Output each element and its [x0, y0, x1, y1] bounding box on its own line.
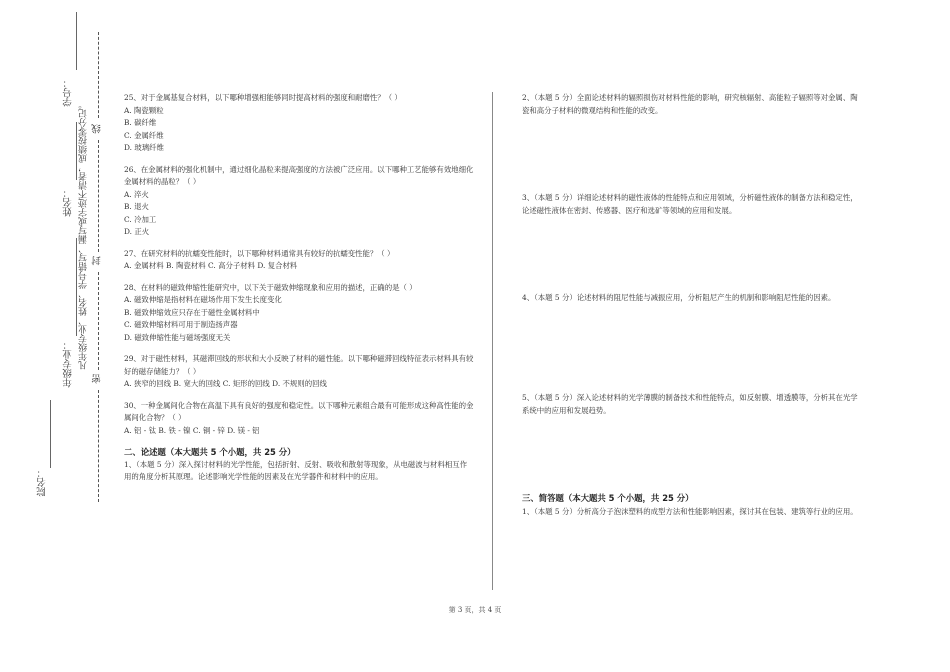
options-inline: A. 铝 - 钛 B. 铁 - 镍 C. 铜 - 锌 D. 镁 - 铝 [124, 425, 260, 435]
question-28 [124, 282, 474, 345]
seal-feng: 封 [92, 256, 103, 266]
section-title-short: 三、简答题（本大题共 5 个小题，共 25 分） [522, 493, 694, 503]
question-stem: 26、在金属材料的强化机制中，通过细化晶粒来提高强度的方法被广泛应用。以下哪种工艺能够有效地细化金属材料的晶粒？（ ） [124, 164, 474, 186]
seal-dash-1 [98, 32, 99, 118]
essay-question-1: 1、（本题 5 分）深入探讨材料的光学性能，包括折射、反射、吸收和散射等现象，从电磁波与材料相互作用的角度分析其原理。论述影响光学性能的因素及在光学器件和材料中的应用。 [124, 459, 467, 481]
seal-xian: 线 [92, 124, 103, 134]
essay-question-2: 2、（本题 5 分）全面论述材料的辐照损伤对材料性能的影响，研究核辐射、高能粒子辐照等对金属、陶瓷和高分子材料的微观结构和性能的改变。 [522, 93, 858, 115]
binding-strip [0, 0, 110, 672]
question-26 [124, 164, 474, 239]
option: B. 磁致伸缩效应只存在于磁性金属材料中 [124, 307, 260, 317]
question-30 [124, 400, 474, 438]
question-27 [124, 248, 474, 273]
question-stem: 27、在研究材料的抗蠕变性能时，以下哪种材料通常具有较好的抗蠕变性能？（ ） [124, 248, 395, 258]
seal-mi: 密 [92, 374, 103, 384]
binding-notice: 凡年级专业、姓名、学号错写、漏写或字迹不清者，成绩按零分记。 [79, 100, 89, 370]
option: D. 正火 [124, 227, 150, 236]
nianji-line [76, 238, 77, 336]
question-stem: 29、对于磁性材料，其磁滞回线的形状和大小反映了材料的磁性能。以下哪种磁滞回线特征表示材料具有较好的磁存储能力？（ ） [124, 354, 474, 376]
left-column [124, 92, 474, 484]
question-stem: 30、一种金属间化合物在高温下具有良好的强度和稳定性。以下哪种元素组合最有可能形成这种高性能的金属间化合物？（ ） [124, 400, 474, 422]
section-title-essay: 二、论述题（本大题共 5 个小题，共 25 分） [124, 447, 296, 457]
option: B. 碳纤维 [124, 118, 157, 127]
xingming-line [76, 122, 77, 180]
column-divider [492, 92, 493, 590]
page-number: 第 3 页，共 4 页 [448, 606, 502, 614]
options-inline: A. 狭窄的回线 B. 宽大的回线 C. 矩形的回线 D. 不规则的回线 [124, 379, 327, 388]
option: D. 磁致伸缩性能与磁场强度无关 [124, 332, 231, 342]
option: B. 退火 [124, 202, 149, 211]
xuehao-label: 学号： [63, 78, 74, 107]
option: C. 磁致伸缩材料可用于制造扬声器 [124, 320, 238, 329]
question-stem: 28、在材料的磁致伸缩性能研究中，以下关于磁致伸缩现象和应用的描述，正确的是（ ） [124, 282, 417, 292]
question-29 [124, 353, 474, 391]
essay-question-5: 5、（本题 5 分）深入论述材料的光学薄膜的制备技术和性能特点，如反射膜、增透膜等，分析其在光学系统中的应用和发展趋势。 [522, 393, 858, 415]
question-25 [124, 92, 474, 155]
seal-dash-2 [98, 140, 99, 252]
option: C. 冷加工 [124, 214, 157, 224]
short-question-1: 1、（本题 5 分）分析高分子泡沫塑料的成型方法和性能影响因素，探讨其在包装、建筑等行业的应用。 [522, 507, 858, 516]
xuehao-line [76, 12, 77, 70]
seal-dash-3 [98, 272, 99, 370]
option: A. 磁致伸缩是指材料在磁场作用下发生长度变化 [124, 295, 282, 304]
question-stem: 25、对于金属基复合材料，以下哪种增强相能够同时提高材料的强度和耐磨性？（ ） [124, 93, 402, 102]
essay-question-4: 4、（本题 5 分）论述材料的阻尼性能与减振应用，分析阻尼产生的机制和影响阻尼性能的因素。 [522, 293, 836, 302]
yuanxi-line [50, 400, 51, 468]
option: C. 金属纤维 [124, 130, 164, 140]
nianji-label: 年级专业： [63, 340, 74, 388]
essay-question-3: 3、（本题 5 分）详细论述材料的磁性液体的性能特点和应用领域，分析磁性液体的制备方法和稳定性，论述磁性液体在密封、传感器、医疗和选矿等领域的应用和发展。 [522, 193, 858, 215]
options-inline: A. 金属材料 B. 陶瓷材料 C. 高分子材料 D. 复合材料 [124, 261, 298, 270]
option: A. 淬火 [124, 189, 149, 199]
seal-dash-4 [98, 390, 99, 502]
yuanxi-label: 院名： [37, 468, 48, 497]
xingming-label: 姓名： [63, 188, 74, 217]
option: A. 陶瓷颗粒 [124, 105, 164, 115]
option: D. 玻璃纤维 [124, 143, 164, 152]
